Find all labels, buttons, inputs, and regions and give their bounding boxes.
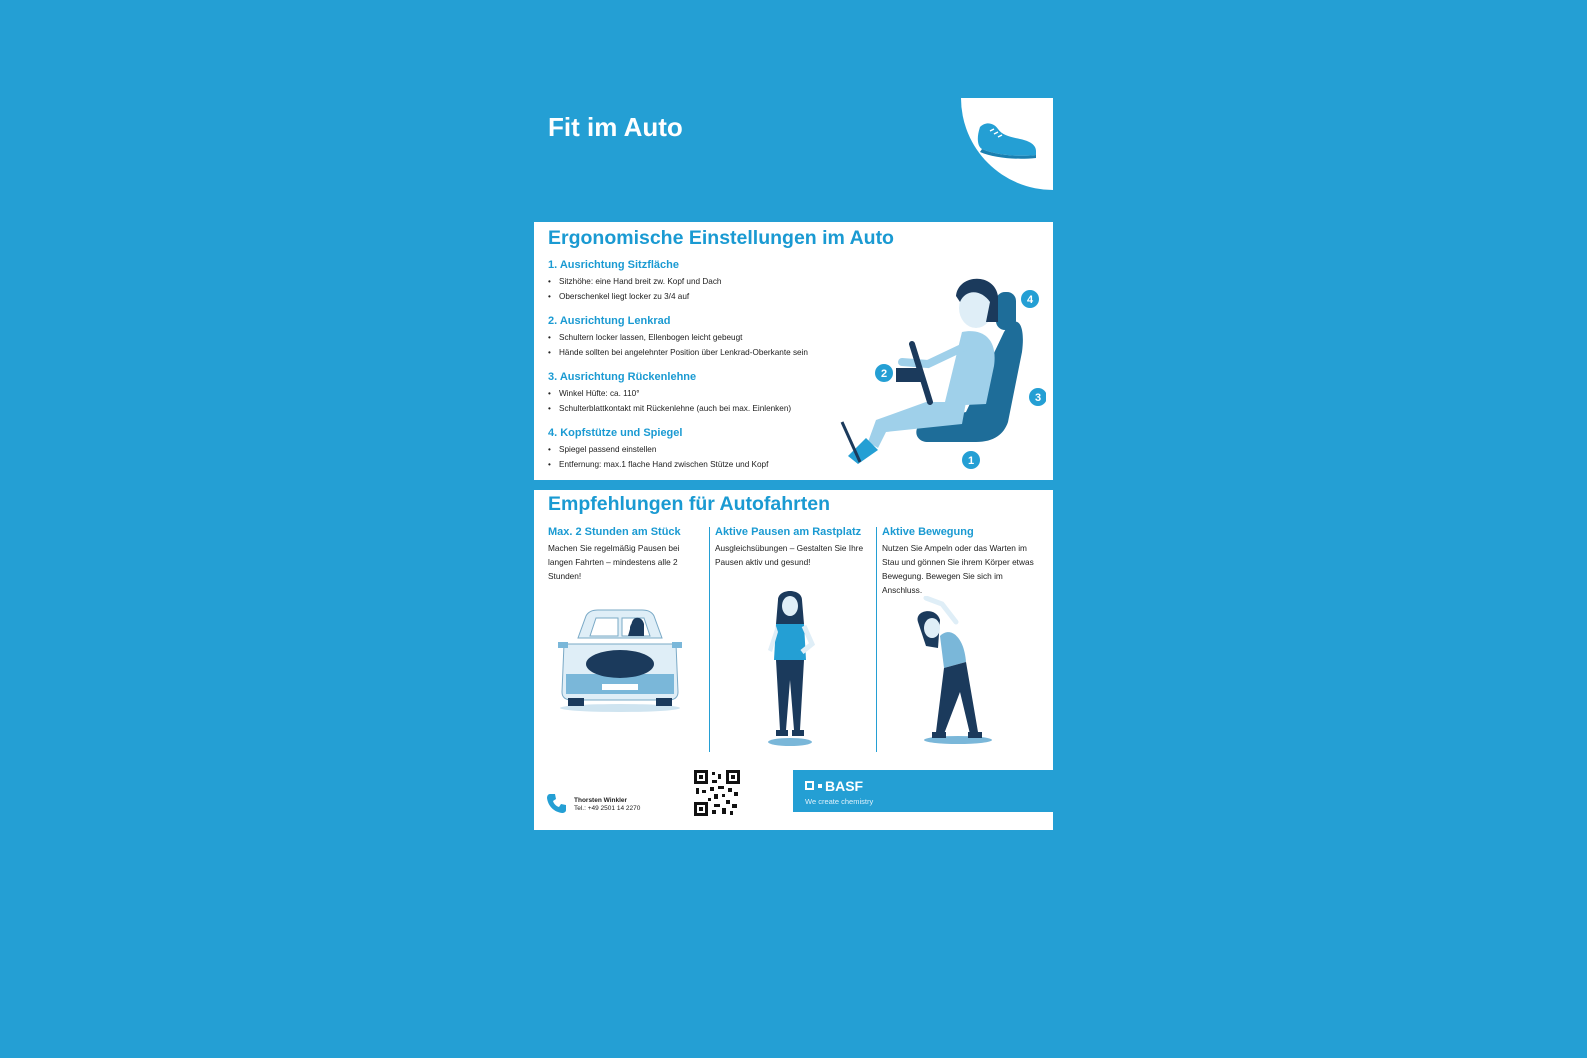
svg-text:2: 2	[880, 368, 888, 380]
marker-3	[1028, 387, 1046, 407]
step-bullet: • Schultern locker lassen, Ellenbogen leicht gebeugt	[548, 330, 838, 345]
column-title: Aktive Bewegung	[882, 526, 974, 538]
car-illustration	[556, 608, 684, 716]
step-3	[548, 371, 838, 418]
step-4	[548, 427, 838, 474]
qr-code[interactable]	[694, 770, 740, 816]
step-bullet: • Hände sollten bei angelehnter Position über Lenkrad-Oberkante sein	[548, 345, 838, 360]
step-bullet: • Oberschenkel liegt locker zu 3/4 auf	[548, 289, 838, 304]
ergonomics-steps	[548, 259, 838, 483]
stretching-woman-illustration	[906, 596, 996, 746]
step-title: 2. Ausrichtung Lenkrad	[548, 315, 671, 327]
column-title: Aktive Pausen am Rastplatz	[715, 526, 862, 538]
step-bullet: • Schulterblattkontakt mit Rückenlehne (auch bei max. Einlenken)	[548, 401, 838, 416]
step-1	[548, 259, 838, 306]
recommendation-column-3	[882, 526, 1037, 597]
column-text: Nutzen Sie Ampeln oder das Warten im Stau und gönnen Sie ihrem Körper etwas Bewegung. Bewegen Sie sich im Anschluss.	[882, 543, 1034, 595]
step-2	[548, 315, 838, 362]
recommendation-column-2	[715, 526, 870, 569]
recommendations-heading: Empfehlungen für Autofahrten	[548, 493, 831, 515]
svg-text:1: 1	[967, 455, 975, 467]
contact-phone: Tel.: +49 2501 14 2270	[574, 805, 641, 812]
step-bullet: • Sitzhöhe: eine Hand breit zw. Kopf und Dach	[548, 274, 838, 289]
column-divider	[876, 527, 877, 752]
basf-brand-bar	[793, 770, 1053, 812]
column-divider	[709, 527, 710, 752]
marker-2	[874, 363, 894, 383]
basf-logo-icon	[805, 781, 814, 790]
column-text: Machen Sie regelmäßig Pausen bei langen Fahrten – mindestens alle 2 Stunden!	[548, 543, 680, 581]
recommendation-column-1	[548, 526, 703, 583]
step-title: 1. Ausrichtung Sitzfläche	[548, 259, 680, 271]
contact-name: Thorsten Winkler	[574, 797, 628, 804]
poster	[534, 98, 1053, 830]
phone-icon	[546, 792, 568, 814]
marker-4	[1020, 289, 1040, 309]
contact-info	[574, 797, 640, 813]
step-bullet: • Spiegel passend einstellen	[548, 442, 838, 457]
step-bullet: • Entfernung: max.1 flache Hand zwischen Stütze und Kopf	[548, 457, 838, 472]
shoe-icon	[976, 115, 1038, 159]
ergonomics-panel	[534, 222, 1053, 480]
marker-1	[961, 450, 981, 470]
basf-slogan: We create chemistry	[805, 797, 874, 806]
ergonomics-heading: Ergonomische Einstellungen im Auto	[548, 227, 894, 249]
column-title: Max. 2 Stunden am Stück	[548, 526, 681, 538]
shoe-badge	[961, 98, 1053, 190]
step-title: 4. Kopfstütze und Spiegel	[548, 427, 683, 439]
poster-title: Fit im Auto	[548, 112, 683, 142]
standing-woman-illustration	[762, 590, 818, 748]
step-title: 3. Ausrichtung Rückenlehne	[548, 371, 697, 383]
column-text: Ausgleichsübungen – Gestalten Sie Ihre Pausen aktiv und gesund!	[715, 543, 864, 567]
basf-logo-text: BASF	[825, 778, 864, 794]
step-bullet: • Winkel Hüfte: ca. 110°	[548, 386, 838, 401]
driver-seat-illustration	[816, 252, 1046, 477]
svg-text:3: 3	[1034, 392, 1042, 404]
recommendations-panel	[534, 490, 1053, 830]
svg-text:4: 4	[1026, 294, 1034, 306]
